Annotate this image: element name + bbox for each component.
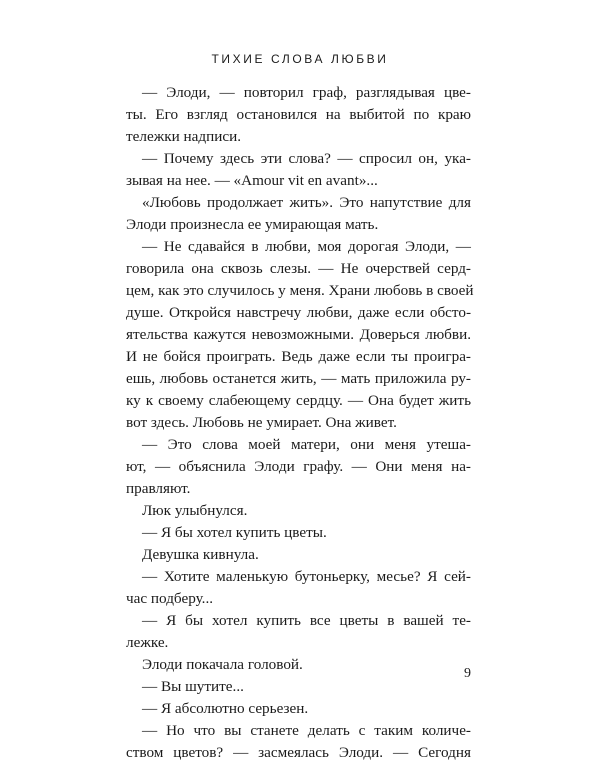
body-text [126, 82, 474, 764]
text-line: Элоди произнесла ее умирающая мать. [126, 216, 379, 233]
text-line: — Но что вы станете делать с таким количе- [142, 722, 471, 739]
text-line: — Я бы хотел купить цветы. [142, 524, 327, 541]
text-line: ты. Его взгляд остановился на выбитой по краю [126, 106, 471, 123]
text-line: ют, — объяснила Элоди графу. — Они меня на- [126, 458, 471, 475]
text-line: — Почему здесь эти слова? — спросил он, ука- [142, 150, 471, 167]
text-line: Люк улыбнулся. [142, 502, 248, 519]
text-line: говорила она сквозь слезы. — Не очерствей серд- [126, 260, 471, 277]
text-line: лежке. [126, 634, 169, 651]
text-line: — Вы шутите... [142, 678, 244, 695]
text-line: «Любовь продолжает жить». Это напутствие для [142, 194, 471, 211]
text-line: ешь, любовь останется жить, — мать приложила ру- [126, 370, 471, 387]
running-header: ТИХИЕ СЛОВА ЛЮБВИ [211, 52, 389, 66]
text-line: — Не сдавайся в любви, моя дорогая Элоди, — [142, 238, 471, 255]
text-line: вот здесь. Любовь не умирает. Она живет. [126, 414, 397, 431]
text-line: ятельства кажутся невозможными. Доверься любви. [126, 326, 471, 343]
text-line: тележки надписи. [126, 128, 242, 145]
page-number: 9 [464, 666, 471, 681]
text-line: душе. Откройся навстречу любви, даже если обсто- [126, 304, 471, 321]
text-line: Элоди покачала головой. [142, 656, 303, 673]
text-line: Девушка кивнула. [142, 546, 259, 563]
text-line: И не бойся проиграть. Ведь даже если ты проигра- [126, 348, 471, 365]
text-line: — Хотите маленькую бутоньерку, месье? Я сей- [142, 568, 471, 585]
text-line: — Я абсолютно серьезен. [142, 700, 309, 717]
text-line: — Я бы хотел купить все цветы в вашей те- [142, 612, 471, 629]
text-line: правляют. [126, 480, 191, 497]
text-line: час подберу... [126, 590, 214, 607]
text-line: ку к своему слабеющему сердцу. — Она будет жить [126, 392, 471, 409]
text-line: — Это слова моей матери, они меня утеша- [142, 436, 471, 453]
text-line: цем, как это случилось у меня. Храни любовь в своей [126, 282, 474, 299]
text-line: ством цветов? — засмеялась Элоди. — Сегодня [126, 744, 471, 761]
text-line: зывая на нее. — «Amour vit en avant»... [126, 172, 378, 189]
text-line: — Элоди, — повторил граф, разглядывая цве- [142, 84, 471, 101]
